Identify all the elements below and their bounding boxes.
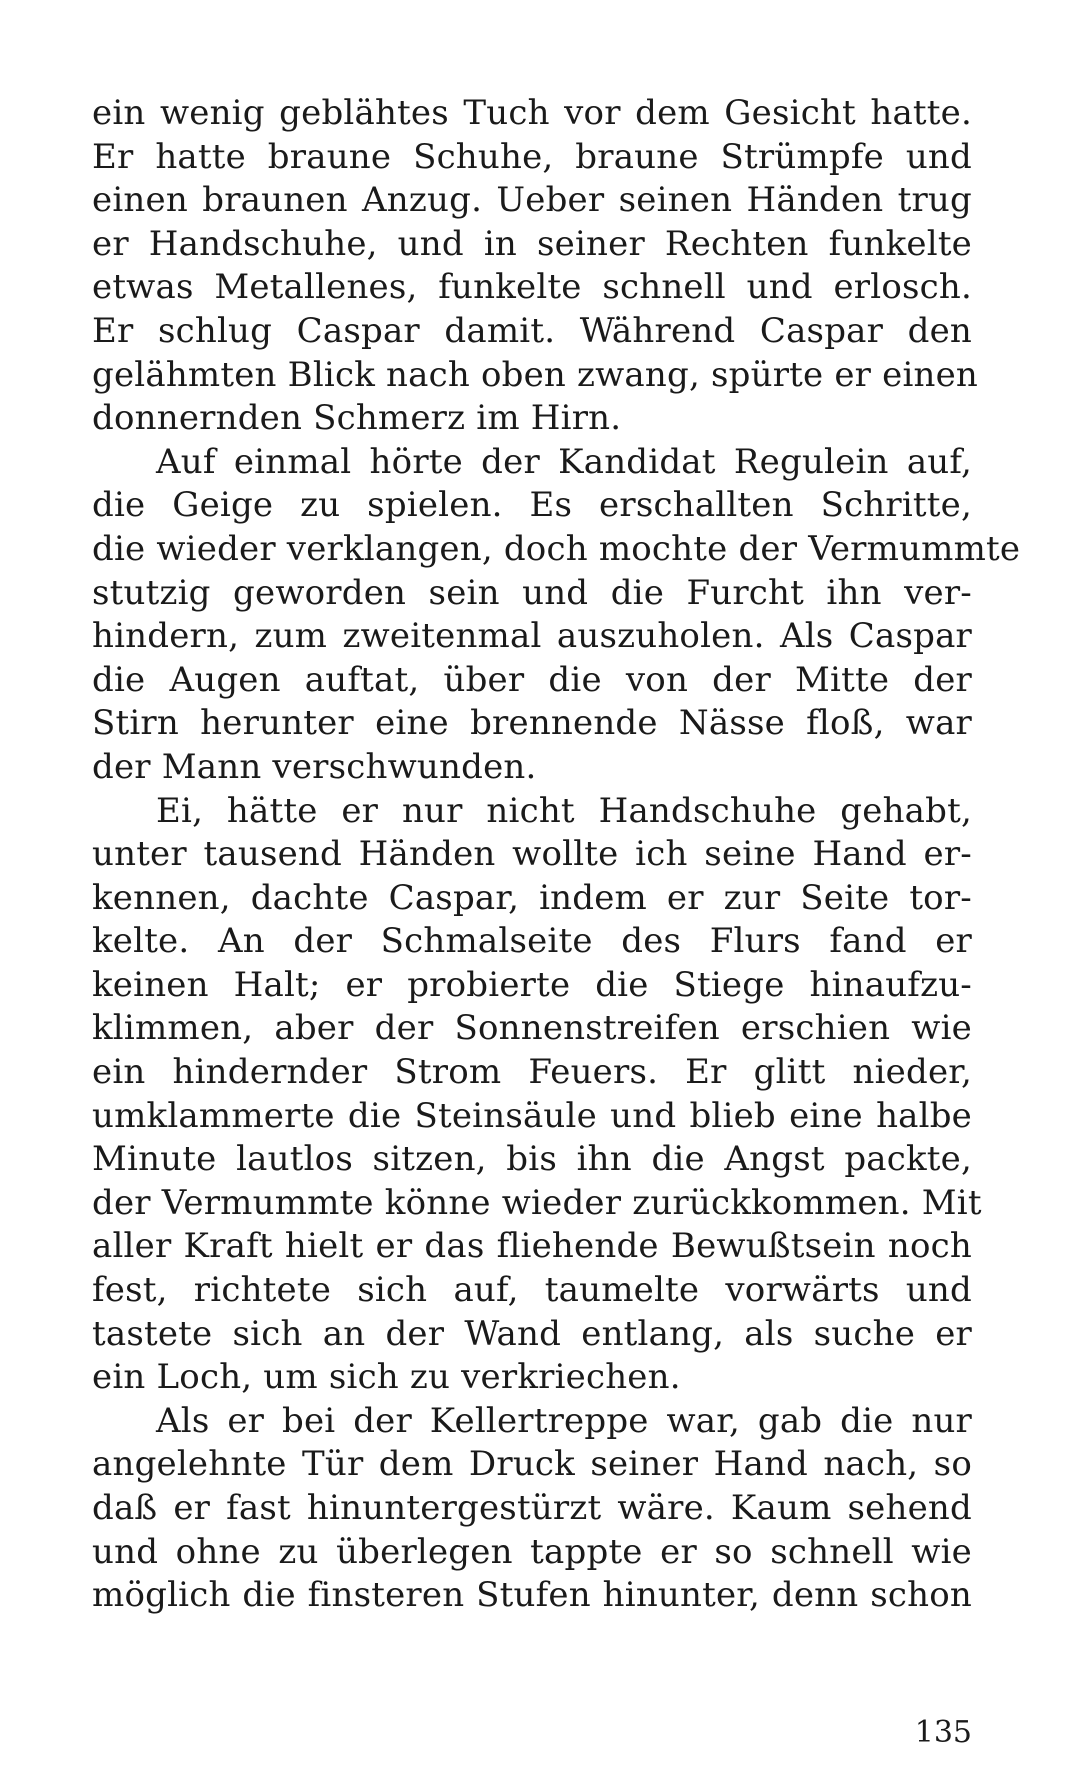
page-number: 135: [914, 1715, 972, 1750]
text-line: und ohne zu überlegen tappte er so schnell wie: [92, 1531, 972, 1572]
text-line: er Handschuhe, und in seiner Rechten funkelte: [92, 223, 972, 264]
text-line: gelähmten Blick nach oben zwang, spürte er einen: [92, 354, 979, 395]
text-line: aller Kraft hielt er das fliehende Bewußtsein noch: [92, 1226, 972, 1267]
paragraph-start-line: Als er bei der Kellertreppe war, gab die nur: [156, 1400, 972, 1441]
text-line: möglich die finsteren Stufen hinunter, denn schon: [92, 1575, 972, 1616]
text-line: fest, richtete sich auf, taumelte vorwärts und: [92, 1270, 972, 1311]
text-line: der Vermummte könne wieder zurückkommen. Mit: [92, 1182, 982, 1223]
text-line: der Mann verschwunden.: [92, 746, 537, 787]
text-line: donnernden Schmerz im Hirn.: [92, 398, 622, 439]
text-line: ein Loch, um sich zu verkriechen.: [92, 1357, 681, 1398]
text-line: ein wenig geblähtes Tuch vor dem Gesicht hatte.: [92, 93, 972, 133]
text-line: etwas Metallenes, funkelte schnell und erlosch.: [92, 267, 972, 308]
text-line: die Geige zu spielen. Es erschallten Schritte,: [92, 485, 972, 526]
text-line: die Augen auftat, über die von der Mitte der: [92, 659, 972, 700]
text-line: Minute lautlos sitzen, bis ihn die Angst packte,: [92, 1139, 972, 1180]
text-line: Er hatte braune Schuhe, braune Strümpfe und: [92, 136, 972, 177]
text-line: Er schlug Caspar damit. Während Caspar den: [92, 310, 972, 351]
paragraph-start-line: Auf einmal hörte der Kandidat Regulein auf,: [156, 441, 972, 482]
text-line: unter tausend Händen wollte ich seine Hand er-: [92, 834, 972, 875]
body-text: [92, 92, 1021, 1618]
text-line: Stirn herunter eine brennende Nässe floß, war: [92, 703, 972, 744]
text-line: ein hindernder Strom Feuers. Er glitt nieder,: [92, 1052, 972, 1093]
text-line: keinen Halt; er probierte die Stiege hinaufzu-: [92, 964, 972, 1005]
text-line: kelte. An der Schmalseite des Flurs fand er: [92, 921, 972, 962]
text-line: stutzig geworden sein und die Furcht ihn ver-: [92, 572, 972, 613]
text-line: hindern, zum zweitenmal auszuholen. Als Caspar: [92, 616, 972, 657]
text-line: umklammerte die Steinsäule und blieb eine halbe: [92, 1095, 972, 1136]
text-line: klimmen, aber der Sonnenstreifen erschien wie: [92, 1008, 972, 1049]
text-line: tastete sich an der Wand entlang, als suche er: [92, 1313, 972, 1354]
text-line: daß er fast hinuntergestürzt wäre. Kaum sehend: [92, 1488, 972, 1528]
text-line: die wieder verklangen, doch mochte der Vermummte: [92, 528, 1021, 569]
text-line: angelehnte Tür dem Druck seiner Hand nach, so: [92, 1444, 972, 1485]
text-line: einen braunen Anzug. Ueber seinen Händen trug: [92, 180, 972, 221]
paragraph-start-line: Ei, hätte er nur nicht Handschuhe gehabt,: [156, 790, 972, 831]
text-line: kennen, dachte Caspar, indem er zur Seite tor-: [92, 877, 972, 918]
